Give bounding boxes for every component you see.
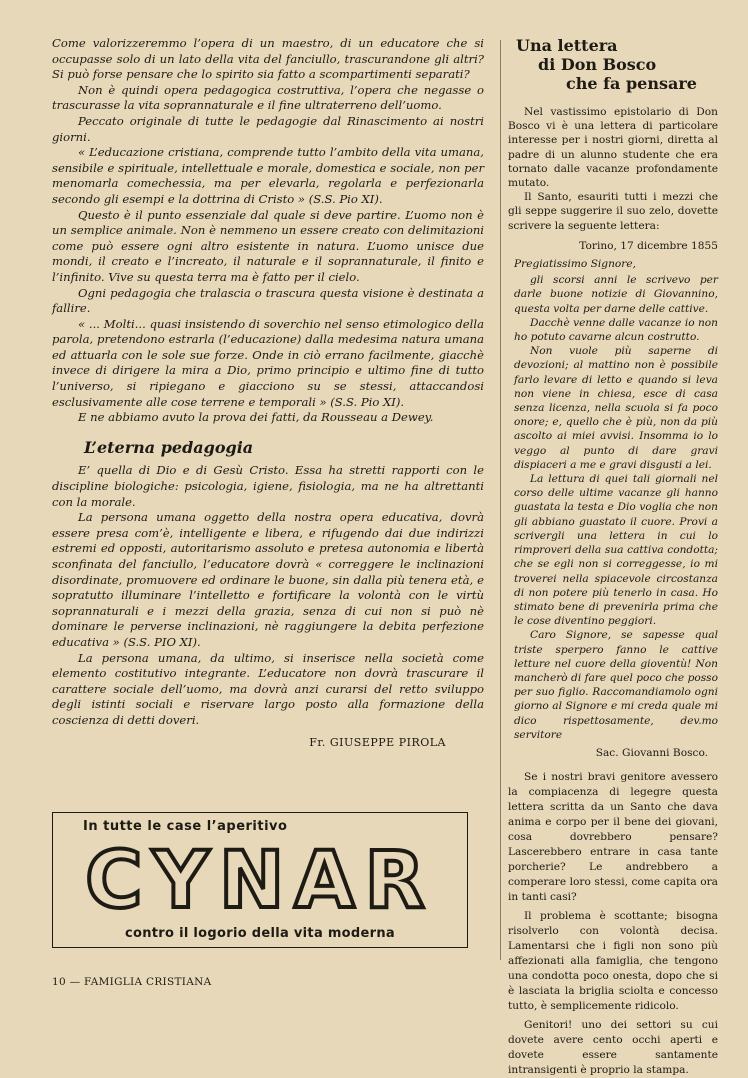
letter-date: Torino, 17 dicembre 1855: [579, 239, 718, 252]
intro-paragraph: Nel vastissimo epistolario di Don Bosco vi è una lettera di particolare interesse per i nostri giorni, diretta al padre di un alunno studente che era tornato dalle vacanze profondamente mutato.: [508, 106, 718, 190]
ad-tagline: contro il logorio della vita moderna: [125, 926, 395, 941]
letter-paragraph: Caro Signore, se sapesse qual triste sperpero fanno le cattive letture nel cuore della gioventù! Non mancherò di fare quel poco che posso per suo figlio. Raccomandiamolo ogni giorno al Signore e mi creda quale mi dico rispettosamente, dev.mo servitore: [514, 629, 718, 741]
article-paragraph: E’ quella di Dio e di Gesù Cristo. Essa ha stretti rapporti con le discipline biologiche: psicologia, igiene, fisiologia, ma ne ha altrettanti con la morale.: [52, 463, 484, 509]
letter-signature: Sac. Giovanni Bosco.: [595, 746, 708, 759]
article-paragraph: « ... Molti... quasi insistendo di soverchio nel senso etimologico della parola, pretendono estrarla (l’educazione) dalla medesima natura umana ed attuarla con le sole sue forze. Onde in ciò errano facilmente, giacchè invece di dirigere la mira a Dio, primo principio e ultimo fine di tutto l’universo, si ripiegano e giacciono su se stessi, attaccandosi esclusivamente alle cose terrene e temporali » (S.S. Pio XI).: [52, 316, 484, 409]
comment-paragraph: Se i nostri bravi genitore avessero la compiacenza di legegre questa lettera scritta da un Santo che dava anima e corpo per il bene dei giovani, cosa dovrebbero pensare? Lascerebbero entrare in casa tante porcherie? Le andrebbero a comperare loro stessi, come capita ora in tanti casi?: [508, 771, 718, 904]
article-paragraph: Non è quindi opera pedagogica costruttiva, l’opera che negasse o trascurasse la vita soprannaturale e il fine ultraterreno dell’uomo.: [52, 82, 484, 113]
letter-paragraph: gli scorsi anni le scrivevo per darle buone notizie di Giovannino, questa volta per darne delle cattive.: [514, 274, 718, 315]
comment-paragraph: Genitori! uno dei settori su cui dovete avere cento occhi aperti e dovete essere santamente intransigenti è proprio la stampa.: [508, 1019, 718, 1077]
page-footer: 10 — FAMIGLIA CRISTIANA: [52, 976, 212, 988]
section-heading: L’eterna pedagogia: [84, 437, 254, 457]
letter-salutation: Pregiatissimo Signore,: [514, 258, 636, 271]
article-paragraph: E ne abbiamo avuto la prova dei fatti, da Rousseau a Dewey.: [78, 410, 434, 425]
cynar-advertisement: [52, 812, 468, 948]
letter-paragraph: La lettura di quei tali giornali nel corso delle ultime vacanze gli hanno guastata la testa e Dio voglia che non gli abbiano guastato il cuore. Provi a scrivergli una lettera in cui lo rimproveri della sua cattiva condotta; che se egli non si correggesse, io mi troverei nella spiacevole circostanza di non potere più tenerlo in casa. Ho stimato bene di prevenirla prima che le cose diventino peggiori.: [514, 473, 718, 628]
ad-brand-logo: CYNAR: [85, 836, 435, 926]
article-paragraph: Peccato originale di tutte le pedagogie dal Rinascimento ai nostri giorni.: [52, 113, 484, 144]
comment-paragraph: Il problema è scottante; bisogna risolverlo con volontà decisa. Lamentarsi che i figli non sono più affezionati alla famiglia, che tengono una condotta poco onesta, dopo che si è lasciata la briglia sciolta e concesso tutto, è semplicemente ridicolo.: [508, 910, 718, 1013]
author-signature: Fr. GIUSEPPE PIROLA: [309, 735, 446, 749]
sidebar-title: [508, 36, 718, 93]
article-paragraph: Come valorizzeremmo l’opera di un maestro, di un educatore che si occupasse solo di un lato della vita del fanciullo, trascurandone gli altri? Si può forse pensare che lo spirito sia fatto a scompartimenti separati?: [52, 36, 484, 82]
article-paragraph: Ogni pedagogia che tralascia o trascura questa visione è destinata a fallire.: [52, 285, 484, 316]
column-divider: [500, 40, 501, 960]
article-paragraph: La persona umana oggetto della nostra opera educativa, dovrà essere presa com’è, intelligente e libera, e rifugendo dai due indirizzi estremi ed opposti, autoritarismo assoluto e pretesa autonomia e libertà sconfinata del fanciullo, l’educatore dovrà « correggere le inclinazioni disordinate, promuovere ed ordinare le buone, sin dalla più tenera età, e sopratutto illuminare l’intelletto e fortificare la volontà con le virtù soprannaturali e i mezzi della grazia, senza di cui non si può nè dominare le perverse inclinazioni, nè raggiungere la debita perfezione educativa » (S.S. PIO XI).: [52, 510, 484, 649]
ad-headline: In tutte le case l’aperitivo: [83, 819, 288, 834]
article-paragraph: « L’educazione cristiana, comprende tutto l’ambito della vita umana, sensibile e spirituale, intellettuale e morale, domestica e sociale, non per menomarla comechessia, ma per elevarla, regolarla e perfezionarla secondo gli esempi e la dottrina di Cristo » (S.S. Pio XI).: [52, 145, 484, 206]
article-paragraph: La persona umana, da ultimo, si inserisce nella società come elemento costitutivo integrante. L’educatore non dovrà trascurare il carattere sociale dell’uomo, ma dovrà anzi curarsi del retto sviluppo degli istinti sociali e riservare largo posto alla formazione della coscienza di detti doveri.: [52, 650, 484, 727]
sidebar-title-line: che fa pensare: [566, 74, 697, 93]
letter-paragraph: Dacchè venne dalle vacanze io non ho potuto cavarne alcun costrutto.: [514, 316, 718, 344]
sidebar-column: [508, 36, 718, 1078]
article-column: [52, 36, 484, 750]
article-paragraph: Questo è il punto essenziale dal quale si deve partire. L’uomo non è un semplice animale. Non è nemmeno un essere creato con delimitazioni come può essere ogni altro esistente in natura. L’uomo unisce due mondi, il creato e l’increato, il naturale e il soprannaturale, il finito e l’infinito. Vive su questa terra ma è fatto per il cielo.: [52, 207, 484, 284]
sidebar-title-line: Una lettera: [516, 36, 618, 55]
letter-paragraph: Non vuole più saperne di devozioni; al mattino non è possibile farlo levare di letto e quando si leva non viene in chiesa, esce di casa senza licenza, nella scuola si fa poco onore; e, quello che è più, non da più ascolto ai miei avvisi. Insomma io lo veggo al punto di dare gravi dispiaceri a me e gravi disgusti a lei.: [514, 345, 718, 471]
sidebar-title-line: di Don Bosco: [538, 55, 657, 74]
intro-paragraph: Il Santo, esauriti tutti i mezzi che gli seppe suggerire il suo zelo, dovette scrivere la seguente lettera:: [508, 191, 718, 232]
